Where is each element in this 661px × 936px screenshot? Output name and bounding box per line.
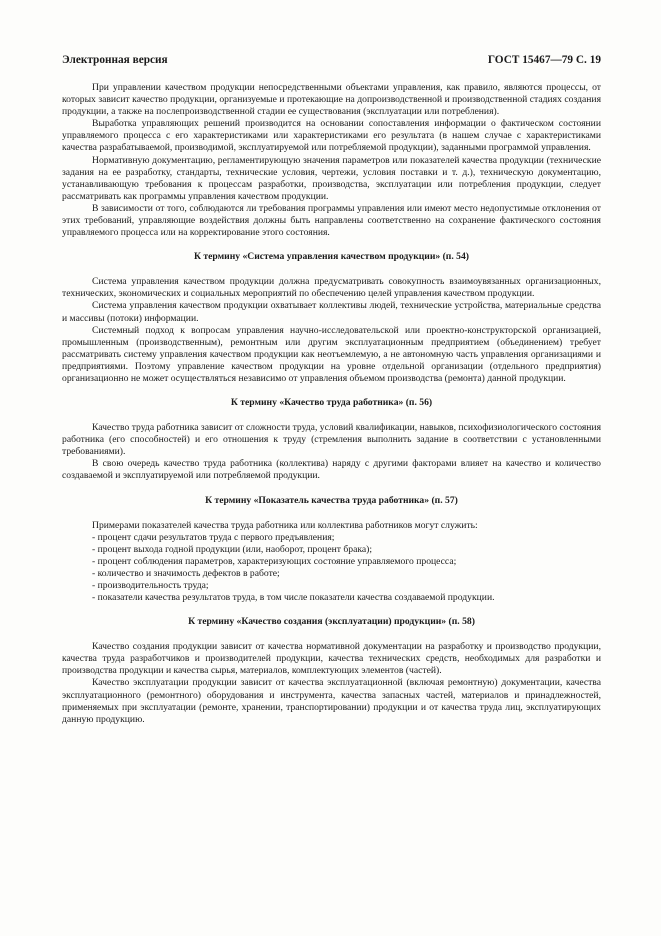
paragraph: Система управления качеством продукции охватывает коллективы людей, технические устройства, материальные средства и массивы (потоки) информации. (62, 300, 601, 324)
section-heading: К термину «Система управления качеством продукции» (п. 54) (194, 251, 469, 263)
paragraph: - процент сдачи результатов труда с первого предъявления; (92, 531, 335, 543)
paragraph: Система управления качеством продукции должна предусматривать совокупность взаимоувязанных организационных, технических, экономических и социальных мероприятий по обеспечению целей управления качеством продукции. (62, 276, 601, 300)
paragraph: В свою очередь качество труда работника (коллектива) наряду с другими факторами влияет на качество и количество создаваемой и эксплуатируемой или потребляемой продукции. (62, 458, 601, 482)
paragraph: Выработка управляющих решений производится на основании сопоставления информации о фактическом состоянии управляемого процесса с его характеристиками или характеристиками его результата (в нашем случае с характеристиками качества разрабатываемой, производимой, эксплуатируемой или потребляемой продукции), заданными программой управления. (62, 118, 601, 154)
section-heading: К термину «Показатель качества труда работника» (п. 57) (205, 494, 458, 506)
paragraph: При управлении качеством продукции непосредственными объектами управления, как правило, являются процессы, от которых зависит качество продукции, организуемые и протекающие на допроизводственной и производственной стадиях создания продукции, а также на послепроизводственной стадии ее существования (эксплуатации или потребления). (62, 82, 601, 118)
paragraph: Качество эксплуатации продукции зависит от качества эксплуатационной (включая ремонтную) документации, качества эксплуатационного (ремонтного) оборудования и инструмента, качества запасных частей, материалов и принадлежностей, применяемых при эксплуатации (ремонте, хранении, транспортировании) продукции и от качества труда лиц, эксплуатирующих данную продукцию. (62, 677, 601, 725)
section-heading: К термину «Качество создания (эксплуатации) продукции» (п. 58) (188, 616, 475, 628)
page-header (62, 54, 601, 66)
document-body (62, 82, 601, 726)
section-heading: К термину «Качество труда работника» (п. 56) (230, 397, 433, 409)
paragraph: Нормативную документацию, регламентирующую значения параметров или показателей качества продукции (технические задания на ее разработку, стандарты, технические условия, чертежи, условия поставки и т. д.), техническую документацию, устанавливающую требования к процессам разработки, производства, эксплуатации или потребления продукции, следует рассматривать как программы управления качеством продукции. (62, 154, 601, 202)
paragraph: - производительность труда; (92, 580, 209, 591)
paragraph: - количество и значимость дефектов в работе; (92, 567, 280, 579)
standard-page-number: ГОСТ 15467—79 С. 19 (487, 54, 601, 66)
paragraph: - процент соблюдения параметров, характеризующих состояние управляемого процесса; (92, 555, 457, 567)
edition-label: Электронная версия (62, 54, 168, 66)
paragraph: Качество труда работника зависит от сложности труда, условий квалификации, навыков, психофизиологического состояния работника (его способностей) и его отношения к труду (стремления выполнить задание в соответствии с установленными требованиями). (62, 422, 601, 458)
paragraph: Примерами показателей качества труда работника или коллектива работников могут служить: (92, 519, 478, 531)
paragraph: В зависимости от того, соблюдаются ли требования программы управления или имеют место недопустимые отклонения от этих требований, управляющие воздействия должны быть направлены соответственно на сохранение фактического состояния управляемого процесса или на корректирование этого состояния. (62, 202, 601, 239)
paragraph: - процент выхода годной продукции (или, наоборот, процент брака); (92, 543, 373, 555)
paragraph: - показатели качества результатов труда, в том числе показатели качества создаваемой продукции. (92, 592, 495, 604)
paragraph: Качество создания продукции зависит от качества нормативной документации на разработку и производство продукции, качества труда разработчиков и производителей продукции, качества технических средств, необходимых для разработки и производства продукции и качества сырья, материалов, комплектующих элементов (частей). (62, 641, 601, 677)
paragraph: Системный подход к вопросам управления научно-исследовательской или проектно-конструкторской организацией, промышленным (производственным), ремонтным или другим эксплуатационным предприятием (объединением) требует рассматривать систему управления качеством продукции как неотъемлемую, а не автономную часть управления организациями и предприятиями. Поэтому управление качеством продукции на уровне отдельной организации (отдельного предприятия) организационно не может осуществляться независимо от управления объемом производства (ремонта) данной продукции. (62, 324, 601, 384)
